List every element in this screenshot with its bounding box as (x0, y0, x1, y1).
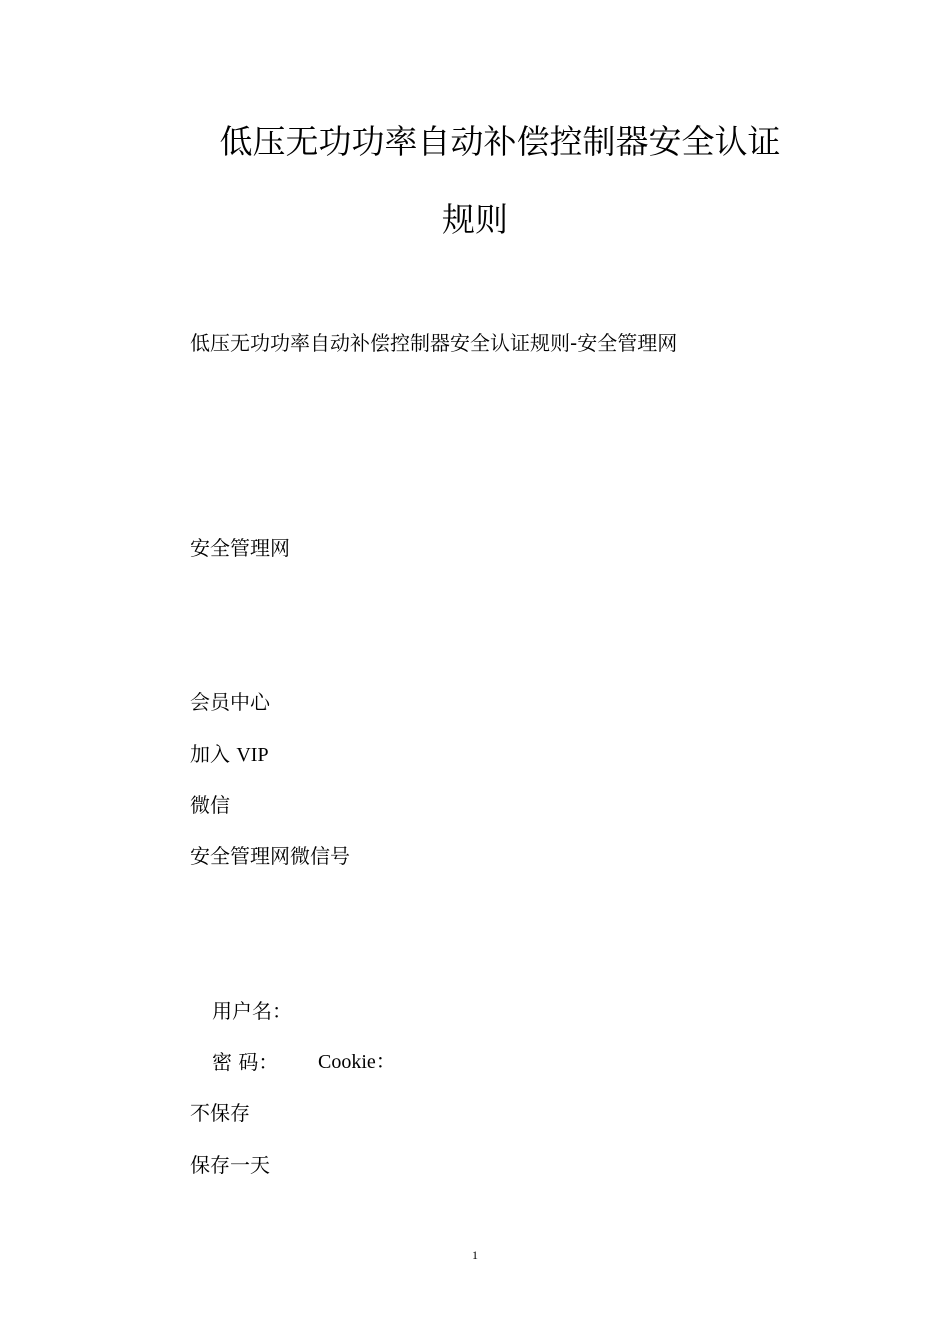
document-subtitle: 低压无功功率自动补偿控制器安全认证规则-安全管理网 (190, 331, 678, 355)
cookie-option-save-day[interactable]: 保存一天 (190, 1153, 270, 1177)
site-name: 安全管理网 (190, 536, 290, 560)
document-title-line-2: 规则 (442, 200, 508, 239)
username-label: 用户名： (212, 999, 292, 1023)
join-vip-link[interactable] (190, 741, 269, 768)
wechat-account-label: 安全管理网微信号 (190, 844, 350, 868)
password-label: 密 码： (212, 1050, 279, 1074)
page-number: 1 (472, 1248, 478, 1262)
document-title-line-1: 低压无功功率自动补偿控制器安全认证 (219, 122, 781, 161)
join-prefix: 加入 (190, 742, 230, 766)
wechat-link[interactable]: 微信 (190, 793, 230, 817)
vip-label: VIP (236, 744, 269, 766)
cookie-option-no-save[interactable]: 不保存 (190, 1101, 250, 1125)
cookie-label: Cookie： (318, 1051, 396, 1073)
member-center-link[interactable]: 会员中心 (190, 690, 270, 714)
